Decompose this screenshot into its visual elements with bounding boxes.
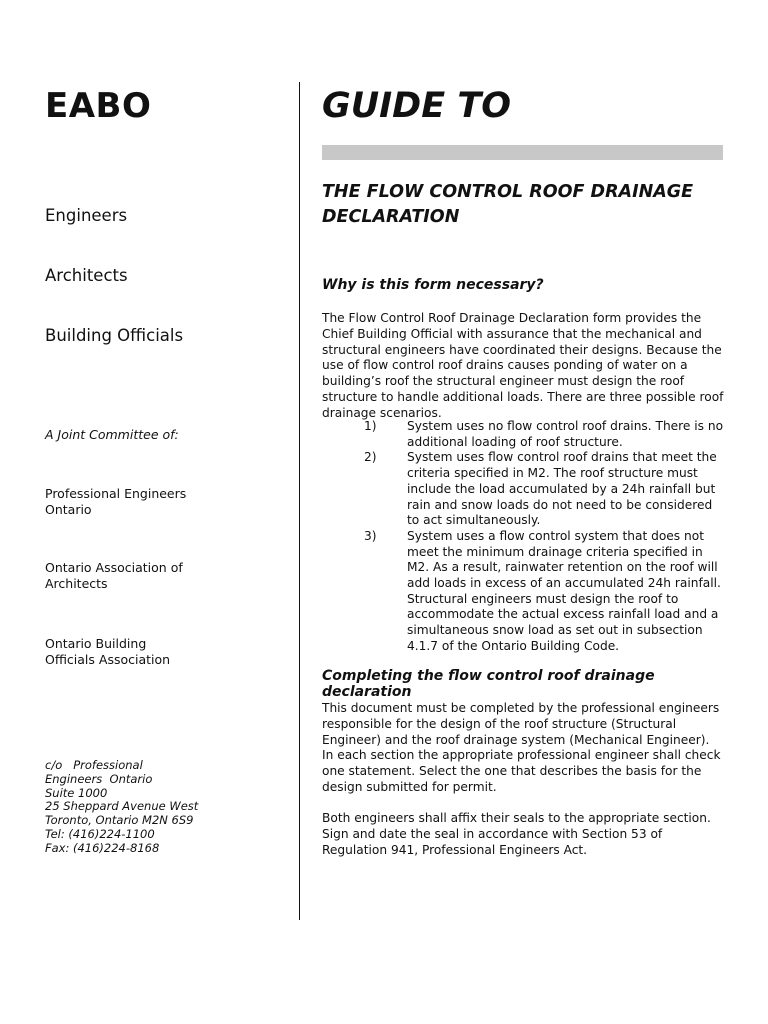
section-paragraph: Both engineers shall affix their seals to the appropriate section. Sign and date the seal in accordance with Section 53 of Regulation 941, Professional Engineers Act. [322, 811, 711, 857]
address-line: Suite 1000 [45, 785, 108, 800]
scenario-text: System uses no flow control roof drains. There is no additional loading of roof structure. [407, 419, 724, 449]
title-rule-bar [322, 145, 723, 160]
scenario-list [322, 419, 724, 655]
scenario-number: 3) [364, 528, 377, 543]
address-line: Toronto, Ontario M2N 6S9 [45, 813, 194, 828]
joint-committee-label: A Joint Committee of: [45, 427, 179, 442]
fax-line: Fax: (416)224-8168 [45, 840, 160, 855]
scenario-number: 2) [364, 450, 377, 465]
profession-engineers: Engineers [45, 206, 128, 225]
address-line: Engineers Ontario [45, 771, 153, 786]
org-professional-engineers-ontario: Professional Engineers Ontario [45, 486, 187, 517]
org-ontario-association-of-architects: Ontario Association of Architects [45, 560, 183, 591]
address-line: c/o Professional [45, 758, 143, 772]
profession-architects: Architects [45, 266, 128, 285]
scenario-text: System uses a flow control system that does not meet the minimum drainage criteria specified in M2. As a result, rainwater retention on the roof will add loads in excess of an accumulated 24h rainfall. Structural engineers must design the roof to accommodate the actual excess rainfall load and a simultaneous snow load as set out in subsection 4.1.7 of the Ontario Building Code. [407, 528, 721, 653]
guide-title: GUIDE TO [322, 86, 511, 126]
scenario-text: System uses flow control roof drains that meet the criteria specified in M2. The roof structure must include the load accumulated by a 24h rainfall but rain and snow loads do not need to be considered to act simultaneously. [407, 450, 717, 528]
section-heading-completing: Completing the flow control roof drainage declaration [322, 668, 655, 700]
contact-address [45, 759, 198, 856]
profession-building-officials: Building Officials [45, 326, 184, 345]
phone-line: Tel: (416)224-1100 [45, 826, 155, 841]
scenario-item [322, 419, 724, 450]
document-title: THE FLOW CONTROL ROOF DRAINAGE DECLARATION [322, 182, 694, 227]
section-paragraph: The Flow Control Roof Drainage Declaration form provides the Chief Building Official with assurance that the mechanical and structural engineers have coordinated their designs. Because the use of flow control roof drains causes ponding of water on a building’s roof the structural engineer must design the roof structure to handle additional loads. There are three possible roof drainage scenarios. [322, 311, 724, 420]
brand-title: EABO [45, 86, 152, 126]
section-paragraph: This document must be completed by the professional engineers responsible for the design of the roof structure (Structural Engineer) and the roof drainage system (Mechanical Engineer). In each section the appropriate professional engineer shall check one statement. Select the one that describes the basis for the design submitted for permit. [322, 701, 721, 794]
section-heading-why: Why is this form necessary? [322, 277, 544, 293]
scenario-item [322, 529, 724, 655]
scenario-number: 1) [364, 419, 377, 433]
column-divider [299, 82, 300, 920]
scenario-item [322, 450, 724, 529]
address-line: 25 Sheppard Avenue West [45, 799, 199, 814]
org-ontario-building-officials-association: Ontario Building Officials Association [45, 636, 171, 667]
